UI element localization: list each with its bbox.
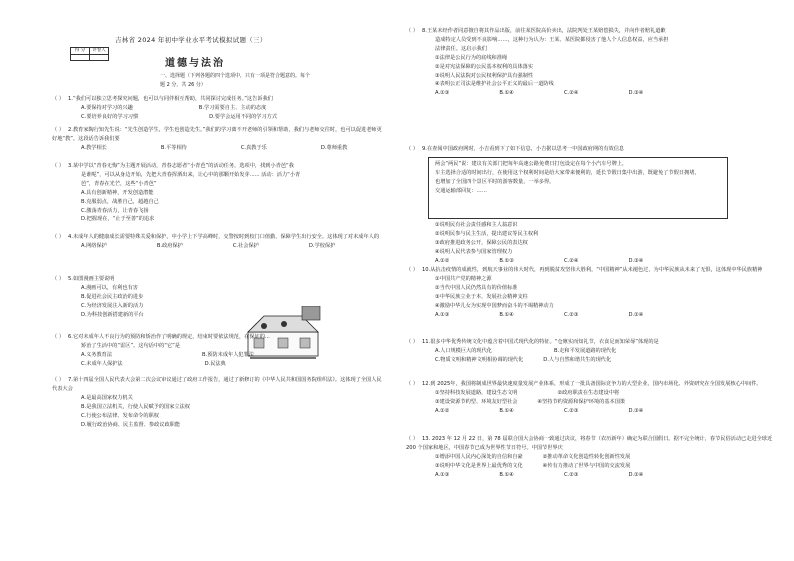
option-d: D.人与自然和谐共生的现代化 — [543, 356, 612, 363]
option-a: A.①② — [435, 407, 450, 414]
score-cell: 得 分 — [71, 48, 90, 55]
option-b: B.促进社会民主政治的进步 — [81, 293, 144, 300]
subpoint: ②政府职责在生态建设中将 — [557, 389, 620, 396]
question-7 — [52, 376, 382, 429]
subpoint: ①中国共产党的精神之源 — [435, 275, 492, 282]
option-c: C.行使公布法律、发布命令的职权 — [81, 412, 159, 419]
subpoint: ③中华民族立业于本，发展社会精神支柱 — [435, 293, 528, 300]
option-b: B.走和平发展道路的现代化 — [553, 347, 617, 354]
grader-cell: 评卷人 — [90, 48, 109, 55]
subpoint: ①说明民有社会责任感和主人翁意识 — [435, 222, 518, 228]
left-column — [0, 0, 396, 561]
instruction-line: 一、选择题（下列各题的四个选项中，只有一项是符合题意的。每个 — [160, 73, 311, 79]
option-a: A.具有创新精神，开发创造潜能 — [81, 189, 154, 196]
question-detail: 矫治了生活中的“雷区”。这句话中的“它”是 — [81, 342, 180, 349]
option-d: D.把握现在，“止于至善”的追求 — [81, 216, 155, 223]
option-b: B.预防未成年人犯罪法 — [202, 351, 254, 358]
option-b: B.①④ — [499, 311, 514, 318]
subpoint: ③说明中华文化是世界上最优秀的文化 — [435, 462, 523, 469]
question-stem: 5.如图漫画主要说明 — [68, 276, 115, 282]
question-stem: 3.某中学以“青春无悔”为主题开展活动，青春志愿者“小青芭”的活动任务，选项中，找到小青芭“我 — [68, 163, 294, 169]
option-a: A.要保持对学习的兴趣 — [81, 104, 133, 111]
option-a: A.①③ — [435, 311, 450, 318]
subject-title: 道德与法治 — [165, 58, 225, 69]
option-a: A.①② — [435, 257, 450, 264]
option-c: C.未成年人保护法 — [81, 360, 123, 367]
option-d: D.②④ — [628, 471, 644, 478]
score-box — [70, 47, 109, 61]
option-c: C.社会保护 — [232, 242, 259, 249]
option-c: C.②④ — [563, 257, 579, 264]
question-detail: 造成特定人员受到不良影响……，这种行为认为：王某、某医院都侵害了他人个人信息权益，应当承担 — [435, 36, 669, 43]
option-c: C.②③ — [563, 471, 579, 478]
question-9 — [406, 145, 776, 154]
material-line: 两会“两民”说：建议有关部门把每年高速公路免费日打包设定在每个小汽车号牌上， — [435, 161, 628, 167]
material-line: 交通运输部回复：…… — [435, 187, 487, 194]
question-13 — [406, 435, 776, 480]
option-a: A.教学相长 — [81, 144, 107, 151]
subpoint: ④传有力推动了世界与中国的交流发展 — [542, 462, 631, 469]
option-c: C.②③ — [563, 311, 579, 318]
option-d: D.③④ — [628, 257, 644, 264]
score-value — [71, 55, 90, 61]
question-9-options — [406, 221, 776, 266]
option-a: A.人口规模巨大的现代化 — [435, 347, 492, 354]
subpoint: ③建设资源节约型、环境友好型社会 — [435, 398, 518, 405]
subpoint: ③说明人民法院对公民权利保护具有强制性 — [435, 72, 534, 79]
option-d: D.学校保护 — [308, 242, 336, 249]
question-stem: 7.第十四届全国人民代表大会第二次会议审议通过了政府工作报告，通过了新修订的《中华人民共和国国务院组织法》。这体现了全国人民代表大会 — [52, 377, 382, 392]
option-b: B.平等相待 — [160, 144, 187, 151]
question-detail: 芭”，青春在光芒，这些“小青芭” — [81, 180, 157, 187]
subpoint: ③政府推进政务公开，保障公民的表达权 — [435, 239, 528, 246]
question-stem: 11.很多中华优秀传统文化中蕴含着中国式现代化的特征。“仓廪实而知礼节，衣食足而知荣辱”体现的是 — [422, 339, 659, 345]
subpoint: ①增添中国人民内心深处的自信和自豪 — [435, 453, 523, 460]
option-d: D.尊师重教 — [320, 144, 348, 151]
subpoint: ④表明公正司法是维护社会公平正义的最后一道防线 — [435, 81, 554, 88]
question-stem: 2.教育家陶行知先生说：“先生创造学生，学生也创造先生。”我们的学习离不开老师的引领和帮助，我们与老师交往时，也可以促进老师更好地“教”。这段话告诉我们要 — [52, 127, 382, 142]
question-4 — [52, 233, 382, 251]
question-8 — [406, 27, 776, 98]
option-b: B.学习需要自主、主动的态度 — [198, 104, 267, 111]
option-b: B.政府保护 — [156, 242, 183, 249]
question-1 — [52, 95, 277, 122]
option-b: B.①④ — [499, 407, 514, 414]
question-11 — [406, 338, 776, 365]
material-line: 车主选择合适的时间出行，在使用这个权利时间是给大家带来便利的，延长节假日集中出游，既避免了节假日拥堵， — [435, 169, 700, 176]
instruction-line: 题 2 分，共 26 分） — [160, 82, 206, 88]
subpoint: ④坚持节约资源和保护环境的基本国策 — [537, 398, 626, 405]
material-text — [435, 160, 721, 196]
question-5 — [52, 275, 144, 320]
question-2 — [52, 126, 382, 153]
option-a: A.①③ — [435, 471, 450, 478]
subpoint: ①坚持科技发展道路，建设生态文明 — [435, 389, 518, 396]
answer-blank[interactable]: （ ） — [52, 127, 65, 133]
option-a: A.①③ — [435, 90, 450, 97]
question-stem: 13. 2023 年 12 月 22 日，第 78 届联合国大会协商一致通过决议，将春节（农历新年）确定为联合国假日。据不完全统计，春节民俗活动已走进全球近 200 个国家和地区，中国春节已成为世界性节日符号。中国节世界庆 — [406, 436, 773, 451]
subpoint: ④说明人民代表参与国家管理权力 — [435, 248, 513, 255]
question-stem: 1.“我们可以独立思考探究问题，也可以与同伴相互帮助，共同探讨完成任务。”这告诉我们 — [68, 96, 273, 102]
option-c: C.为经济发展注入新的活力 — [81, 302, 144, 309]
page-title: 吉林省 2024 年初中学业水平考试模拟试题（三） — [115, 36, 267, 44]
option-c: C.要培养良好的学习习惯 — [81, 113, 139, 120]
option-b: B.①④ — [499, 90, 514, 97]
material-line: 也增加了全国四个景区平时的游客数量，一举多得。 — [435, 178, 555, 185]
option-a: A.网络保护 — [81, 242, 107, 249]
question-detail: 是谁呢”，可以从身边开始，先把大青春挥洒出来，让心中的那颗开始发芽...... 活动：活力“小青 — [81, 171, 301, 178]
option-d: D.要学会运用不同的学习方式 — [209, 113, 278, 120]
answer-blank[interactable]: （ ） — [52, 334, 65, 340]
question-6 — [52, 333, 270, 369]
instructions — [160, 72, 350, 90]
right-column — [398, 0, 794, 561]
option-c: C.真教于乐 — [240, 144, 267, 151]
answer-blank[interactable]: （ ） — [406, 28, 419, 34]
question-stem: 4.未成年人的健康成长需要特殊关爱和保护。中小学上下学高峰时，交警按时到校门口值勤，保障学生出行安全。这体现了对未成年人的 — [68, 234, 380, 240]
material-box — [428, 157, 728, 219]
option-b: B.是我国立法机关，行使人民赋予的国家立法权 — [81, 403, 190, 410]
question-detail: 法律责任。这启示我们 — [435, 45, 487, 52]
answer-blank[interactable]: （ ） — [52, 96, 65, 102]
option-b: B.①③ — [499, 257, 514, 264]
answer-blank[interactable]: （ ） — [52, 234, 65, 240]
option-d: D.为科技创新搭建新的平台 — [81, 311, 144, 318]
subpoint: ②说明民参与民主生活，提出建议等民主权利 — [435, 230, 539, 237]
grader-value — [90, 55, 109, 61]
option-c: C.②④ — [563, 90, 579, 97]
option-d: D.③④ — [628, 407, 644, 414]
answer-blank[interactable]: （ ） — [406, 339, 419, 345]
answer-blank[interactable]: （ ） — [406, 381, 419, 387]
option-d: D.履行政治协商、民主监督、参政议政职能 — [81, 421, 181, 428]
option-a: A.义务教育法 — [81, 351, 113, 358]
answer-blank[interactable]: （ ） — [406, 146, 419, 152]
answer-blank[interactable]: （ ） — [52, 276, 65, 282]
question-stem: 12.到 2025年，我国将制成世界最快速度量发展产业体系，形成了一批具备国际竞争力的大型企业，国内市场化、外资研究在全国发展核心中间件。 — [422, 381, 762, 387]
answer-blank[interactable]: （ ） — [52, 377, 65, 383]
question-12 — [406, 380, 776, 416]
option-d: D.民法典 — [204, 360, 226, 367]
question-stem: 8.王某未经作者同意擅自将其作品出版，前往某医院高价卖出，法院判处王某赔偿损失，并向作者赔礼道歉 — [422, 28, 666, 34]
subpoint: ①法律是公民行为的底线和准绳 — [435, 54, 508, 61]
subpoint: ②是对宪法保障的公民基本权利的具体落实 — [435, 63, 534, 70]
subpoint: ②当代中国人民仍然具有的价值标准 — [435, 284, 518, 291]
option-c: C.②③ — [563, 407, 579, 414]
option-c: C.激荡青春活力，让青春飞扬 — [81, 207, 149, 214]
answer-blank[interactable]: （ ） — [406, 267, 419, 273]
question-stem: 9.在查阅中国政府网时，小吉看到下了如下信息，小吉据以思考一中国政府网的有效信息 — [422, 146, 625, 152]
option-b: B.①④ — [499, 471, 514, 478]
subpoint: ②推动革命文化创造性转化创新性发展 — [542, 453, 631, 460]
question-10 — [406, 266, 776, 319]
subpoint: ④激励中华儿女为实现中国梦而奋斗的不竭精神动力 — [435, 302, 554, 309]
option-a: A.漫画可以，有利也有害 — [81, 284, 138, 291]
option-c: C.物质文明和精神文明相协调的现代化 — [435, 356, 524, 363]
question-stem: 10.从抗击疫情的成就性，到航天事业的伟大时代，再到脱贫攻坚伟大胜利，“中国精神”从未褪色过，为中华民族从未来了无惧，这体现中华民族精神 — [422, 267, 763, 273]
option-d: D.③④ — [628, 90, 644, 97]
option-a: A.是最高国家权力机关 — [81, 394, 133, 401]
question-3 — [52, 162, 300, 224]
option-d: D.②④ — [628, 311, 644, 318]
option-b: B.克服弱点，战胜自己，超越自己 — [81, 198, 159, 205]
answer-blank[interactable]: （ ） — [52, 163, 65, 169]
answer-blank[interactable]: （ ） — [406, 436, 419, 442]
question-stem: 6.它对未成年人不良行为的预防和矫治作了明确的规定，结束时要依法规范，在保证的... — [68, 334, 270, 340]
